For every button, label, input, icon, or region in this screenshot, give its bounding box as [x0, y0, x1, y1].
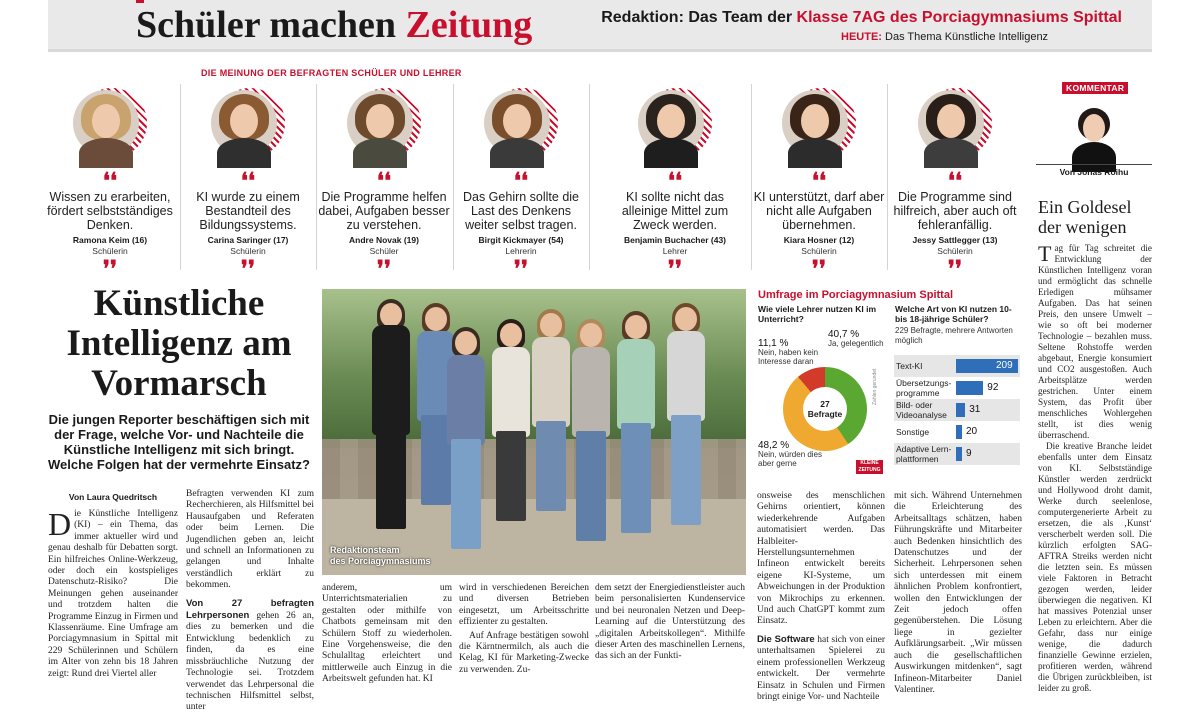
avatar: [782, 88, 856, 162]
survey-title: Umfrage im Porciagymnasium Spittal: [758, 289, 953, 301]
caption-line: des Porciagymnasiums: [330, 556, 431, 566]
photo-caption: [330, 545, 431, 567]
column-text: ag für Tag schreitet die Entwicklung der Künstlichen Intelligenz voran und ermöglicht das schnelle Erledigen mühsamer Aufgaben. Das hat seinen Preis, den unsere Umwelt – wie so oft bei moderner Technologie – bezahlen muss. Seltene Rohstoffe werden abgebaut, Energie konsumiert und CO2 ausgestoßen. Auch Arbeitsplätze werden gestrichen. Unter einem System, das Profit über menschliches Wohlergehen stellt, ist dies wenig überraschend.: [1038, 243, 1152, 440]
masthead-black: Schüler machen: [136, 4, 406, 46]
bar: [956, 447, 962, 461]
bar: [956, 403, 965, 417]
opinion-role: Schülerin: [801, 246, 837, 256]
newspaper-header: [48, 0, 1152, 52]
bar-row: [894, 443, 1020, 465]
opinion-name: Jessy Sattlegger (13): [912, 235, 998, 245]
opinion-card: [887, 82, 1023, 281]
article-byline: Von Laura Quedritsch: [68, 492, 158, 502]
quote-close-icon: ❜❜: [667, 256, 683, 281]
opinions-section-label: DIE MEINUNG DER BEFRAGTEN SCHÜLER UND LEHRER: [201, 68, 462, 78]
pie-slice-percent: 11,1 %: [758, 338, 789, 349]
opinion-name: Benjamin Buchacher (43): [623, 235, 727, 245]
quote-open-icon: ❛❛: [811, 168, 827, 193]
avatar: [347, 88, 421, 162]
pie-question: Wie viele Lehrer nutzen KI im Unterricht?: [758, 304, 877, 324]
kleine-zeitung-logo: [856, 460, 883, 474]
opinion-card: [42, 82, 178, 281]
pie-slice-text: Ja, gelegentlich: [828, 339, 884, 348]
article-column-3: [322, 583, 452, 685]
column-text: Auf Anfrage bestätigen sowohl die Kärntnermilch, als auch die Kelag, KI für Marketing-Zwecke zu verwenden. Zu-: [459, 630, 589, 675]
commentary-author: Von Jonas Roihu: [1059, 167, 1129, 177]
column-text: dem setzt der Energiedienstleister auch beim personalisierten Kundenservice und bei neuronalen Netzen und Deep-Learning auf die Unterstützung des „digitalen Arbeitskollegen“. Mithilfe dieser Arten des maschinellen Lernens, das sich an der Funkti-: [595, 583, 745, 662]
logo-line: ZEITUNG: [858, 467, 881, 473]
opinion-role: Schülerin: [937, 246, 973, 256]
dropcap: T: [1038, 241, 1052, 266]
quote-open-icon: ❛❛: [667, 168, 683, 193]
divider: [589, 84, 590, 270]
article-column-2: [186, 489, 314, 713]
opinion-quote: Die Programme helfen dabei, Aufgaben besser zu verstehen.: [318, 190, 450, 232]
column-lead-bold: Von 27 befragten Lehrpersonen: [186, 597, 314, 622]
avatar: [638, 88, 712, 162]
redaktion-red: Klasse 7AG des Porciagymnasiums Spittal: [796, 9, 1122, 26]
opinion-card: [316, 82, 452, 281]
opinion-name: Kiara Hosner (12): [783, 235, 855, 245]
bar-value-label: 92: [987, 382, 999, 393]
heute-text: Das Thema Künstliche Intelligenz: [881, 31, 1049, 43]
pie-center-label: [803, 387, 847, 431]
commentary-badge: KOMMENTAR: [1062, 82, 1128, 94]
bar-category-label: Sonstige: [896, 427, 930, 437]
heute-label: HEUTE:: [841, 31, 882, 43]
pie-slice-label: [758, 441, 830, 468]
opinion-name: Andre Novak (19): [349, 235, 419, 245]
commentary-avatar: [1072, 106, 1116, 164]
caption-line: Redaktionsteam: [330, 545, 400, 555]
commentary-title: Ein Goldesel der wenigen: [1038, 197, 1132, 237]
quote-close-icon: ❜❜: [811, 256, 827, 281]
opinion-name: Ramona Keim (16): [72, 235, 148, 245]
redaktion-black: Redaktion: Das Team der: [601, 9, 797, 26]
article-headline: Künstliche Intelligenz am Vormarsch: [66, 283, 292, 404]
quote-open-icon: ❛❛: [376, 168, 392, 193]
quote-open-icon: ❛❛: [513, 168, 529, 193]
opinion-name: Carina Saringer (17): [207, 235, 289, 245]
column-text: ie Künstliche Intelligenz (KI) – ein Thema, das immer aktueller wird und genau deshalb für Debatten sorgt. Ein hilfreiches Online-Werkzeug, oder doch ein kostspieliges Datenschutz-Risiko? Die Meinungen gehen auseinander und trotzdem halten die Programme Einzug in Firmen und Klassenräume. Eine Umfrage am Porciagymnasium in Spittal mit 229 Schülerinnen und Schülern im Alter von zehn bis 18 Jahren zeigt: Rund drei Viertel aller: [48, 509, 178, 679]
pie-center-value: 27: [820, 399, 830, 409]
bar-category-label: Text-KI: [896, 361, 923, 371]
quote-open-icon: ❛❛: [947, 168, 963, 193]
pie-center-text: Befragte: [807, 409, 843, 419]
quote-close-icon: ❜❜: [240, 256, 256, 281]
opinion-card: [751, 82, 887, 281]
divider: [1036, 164, 1152, 165]
bar-value-label: 31: [969, 404, 981, 415]
opinion-card: [180, 82, 316, 281]
opinion-role: Lehrer: [662, 246, 688, 256]
avatar: [484, 88, 558, 162]
article-column-5: [757, 491, 885, 702]
masthead-title: [136, 4, 532, 46]
column-text: wird in verschiedenen Bereichen und diversen Betrieben eingesetzt, um Arbeitsschritte effizienter zu gestalten.: [459, 583, 589, 628]
column-text: anderem, um Unterrichtsmaterialien zu gestalten oder mithilfe von Chatbots gemeinsam mit den Schülern Stoff zu wiederholen. Eine Vorgehensweise, die den Schulalltag erleichtert und mittlerweile auch Einzug in die Arbeitswelt gefunden hat. KI: [322, 583, 452, 685]
avatar: [73, 88, 147, 162]
opinion-quote: Das Gehirn sollte die Last des Denkens weiter selbst tragen.: [462, 190, 580, 232]
bar-value-label: 209: [996, 360, 1013, 371]
column-text: gehen 26 an, dies zu bemerken und die Entwicklung bedenklich zu finden, da es eine missbräuchliche Nutzung der Technologie sei. Trotzdem verwendet das Lehrpersonal die technischen Hilfsmittel selbst, unter: [186, 611, 314, 713]
pie-slice-label: [758, 339, 822, 366]
opinion-name: Birgit Kickmayer (54): [478, 235, 564, 245]
group-photo: [322, 289, 746, 575]
column-text: mit sich. Während Unternehmen die Erleichterung des Arbeitsalltags schätzen, haben Führungskräfte und Mitarbeiter auch Bedenken hinsichtlich des Datenschutzes und der Sicherheit. Lehrpersonen sehen sich unterdessen mit einem ähnlichen Problem konfrontiert, wollen den Entwicklungen der Zeit jedoch offen gegenüberstehen. Die Lösung liege in gezielter Aufklärungsarbeit. „Wir müssen auch die gesellschaftlichen Auswirkungen mitdenken“, sagt Infineon-Mitarbeiter Daniel Valentiner.: [894, 491, 1022, 695]
pie-slice-text: Nein, haben kein Interesse daran: [758, 348, 819, 366]
dropcap: D: [48, 506, 72, 542]
bar-value-label: 20: [966, 426, 978, 437]
opinion-quote: Wissen zu erarbeiten, fördert selbstständiges Denken.: [47, 190, 173, 232]
opinion-card: [453, 82, 589, 281]
opinion-quote: KI unterstützt, darf aber nicht alle Aufgaben übernehmen.: [753, 190, 885, 232]
quote-open-icon: ❛❛: [102, 168, 118, 193]
opinion-quote: Die Programme sind hilfreich, aber auch oft fehleranfällig.: [893, 190, 1017, 232]
header-accent: [136, 0, 144, 3]
bar-category-label: Übersetzungs-programme: [896, 378, 952, 398]
opinion-role: Lehrerin: [505, 246, 537, 256]
source-note: Zahlen gerundet: [872, 368, 878, 405]
article-column-6: [894, 491, 1022, 695]
logo-line: KLEINE: [860, 460, 879, 466]
article-column-1: [48, 506, 178, 679]
opinion-role: Schüler: [369, 246, 399, 256]
bar: [956, 381, 983, 395]
pie-slice-label: [828, 330, 890, 348]
bar-row: [894, 399, 1020, 421]
bar-category-label: Bild- oder Videoanalyse: [896, 400, 947, 420]
article-column-5b: [595, 583, 745, 675]
bar-row: [894, 377, 1020, 399]
opinion-quote: KI wurde zu einem Bestandteil des Bildungssystems.: [196, 190, 300, 232]
opinion-quote: KI sollte nicht das alleinige Mittel zum Zweck werden.: [621, 190, 729, 232]
article-column-4: [459, 583, 589, 675]
avatar: [918, 88, 992, 162]
quote-close-icon: ❜❜: [947, 256, 963, 281]
column-text: Befragten verwenden KI zum Recherchieren, als Hilfsmittel bei Hausaufgaben und Referaten oder beim Lernen. Die Jugendlichen geben an, leicht und schnell an Informationen zu gelangen und Inhalte verständlich erklärt zu bekommen.: [186, 489, 314, 591]
bar-category-label: Adaptive Lern-plattformen: [896, 444, 952, 464]
heute-line: [841, 31, 1048, 43]
bar-row: [894, 355, 1020, 377]
bar: [956, 425, 962, 439]
redaktion-line: [601, 9, 1122, 27]
masthead-red: Zeitung: [405, 4, 533, 46]
bar-value-label: 9: [966, 448, 972, 459]
opinion-role: Schülerin: [92, 246, 128, 256]
commentary-body: [1038, 241, 1152, 693]
opinion-card: [607, 82, 743, 281]
opinion-role: Schülerin: [230, 246, 266, 256]
column-lead-bold: Die Software: [757, 633, 815, 645]
pie-slice-text: Nein, würden dies aber gerne: [758, 450, 823, 468]
bar-row: [894, 421, 1020, 443]
article-subhead: Die jungen Reporter beschäftigen sich mit der Frage, welche Vor- und Nachteile die Künstliche Intelligenz mit sich bringt. Welche Folgen hat der vermehrte Einsatz?: [48, 412, 310, 472]
avatar: [211, 88, 285, 162]
pie-slice-percent: 48,2 %: [758, 440, 790, 451]
pie-chart: [783, 367, 867, 451]
bar-note: 229 Befragte, mehrere Antworten möglich: [895, 326, 1013, 345]
quote-open-icon: ❛❛: [240, 168, 256, 193]
quote-close-icon: ❜❜: [513, 256, 529, 281]
column-text: hat sich von einer unterhaltsamen Spielerei zu einem professionellen Werkzeug entwickelt. Der vermehrte Einsatz in Schulen und Firmen bringt einige Vor- und Nachteile: [757, 634, 885, 702]
quote-close-icon: ❜❜: [376, 256, 392, 281]
column-text: Die kreative Branche leidet ebenfalls unter dem Einsatz von KI. Selbstständige Künstler werden zerdrückt und Hollywood droht damit, Werke durch seelenlose, computergenerierte Arbeit zu ersetzen, die als ‚Kunst‘ verscherbelt werden soll. Die kürzlich erfolgten SAG-AFTRA Streiks werden nicht die letzten sein. Es müssen viele Faktoren in Betracht gezogen werden, leider überwiegen die negativen. KI hat massives Potenzial unser Leben zu erleichtern. Aber die Gefahr, dass nur einige wenige, die dadurch finanzielle Gewinne erzielen, profitieren werden, während die Übrigen zurückbleiben, ist leider zu groß.: [1038, 441, 1152, 693]
pie-slice-percent: 40,7 %: [828, 329, 860, 340]
quote-close-icon: ❜❜: [102, 256, 118, 281]
column-text: onsweise des menschlichen Gehirns orientiert, können wiederkehrende Aufgaben automatisiert werden. Das Halbleiter-Herstellungsunternehmen Infineon entwickelt bereits eigene KI-Systeme, um Abweichungen in der Produktion von Mikrochips zu erkennen. Und auch ChatGPT kommt zum Einsatz.: [757, 491, 885, 627]
bar-question: Welche Art von KI nutzen 10- bis 18-jährige Schüler?: [895, 304, 1012, 324]
